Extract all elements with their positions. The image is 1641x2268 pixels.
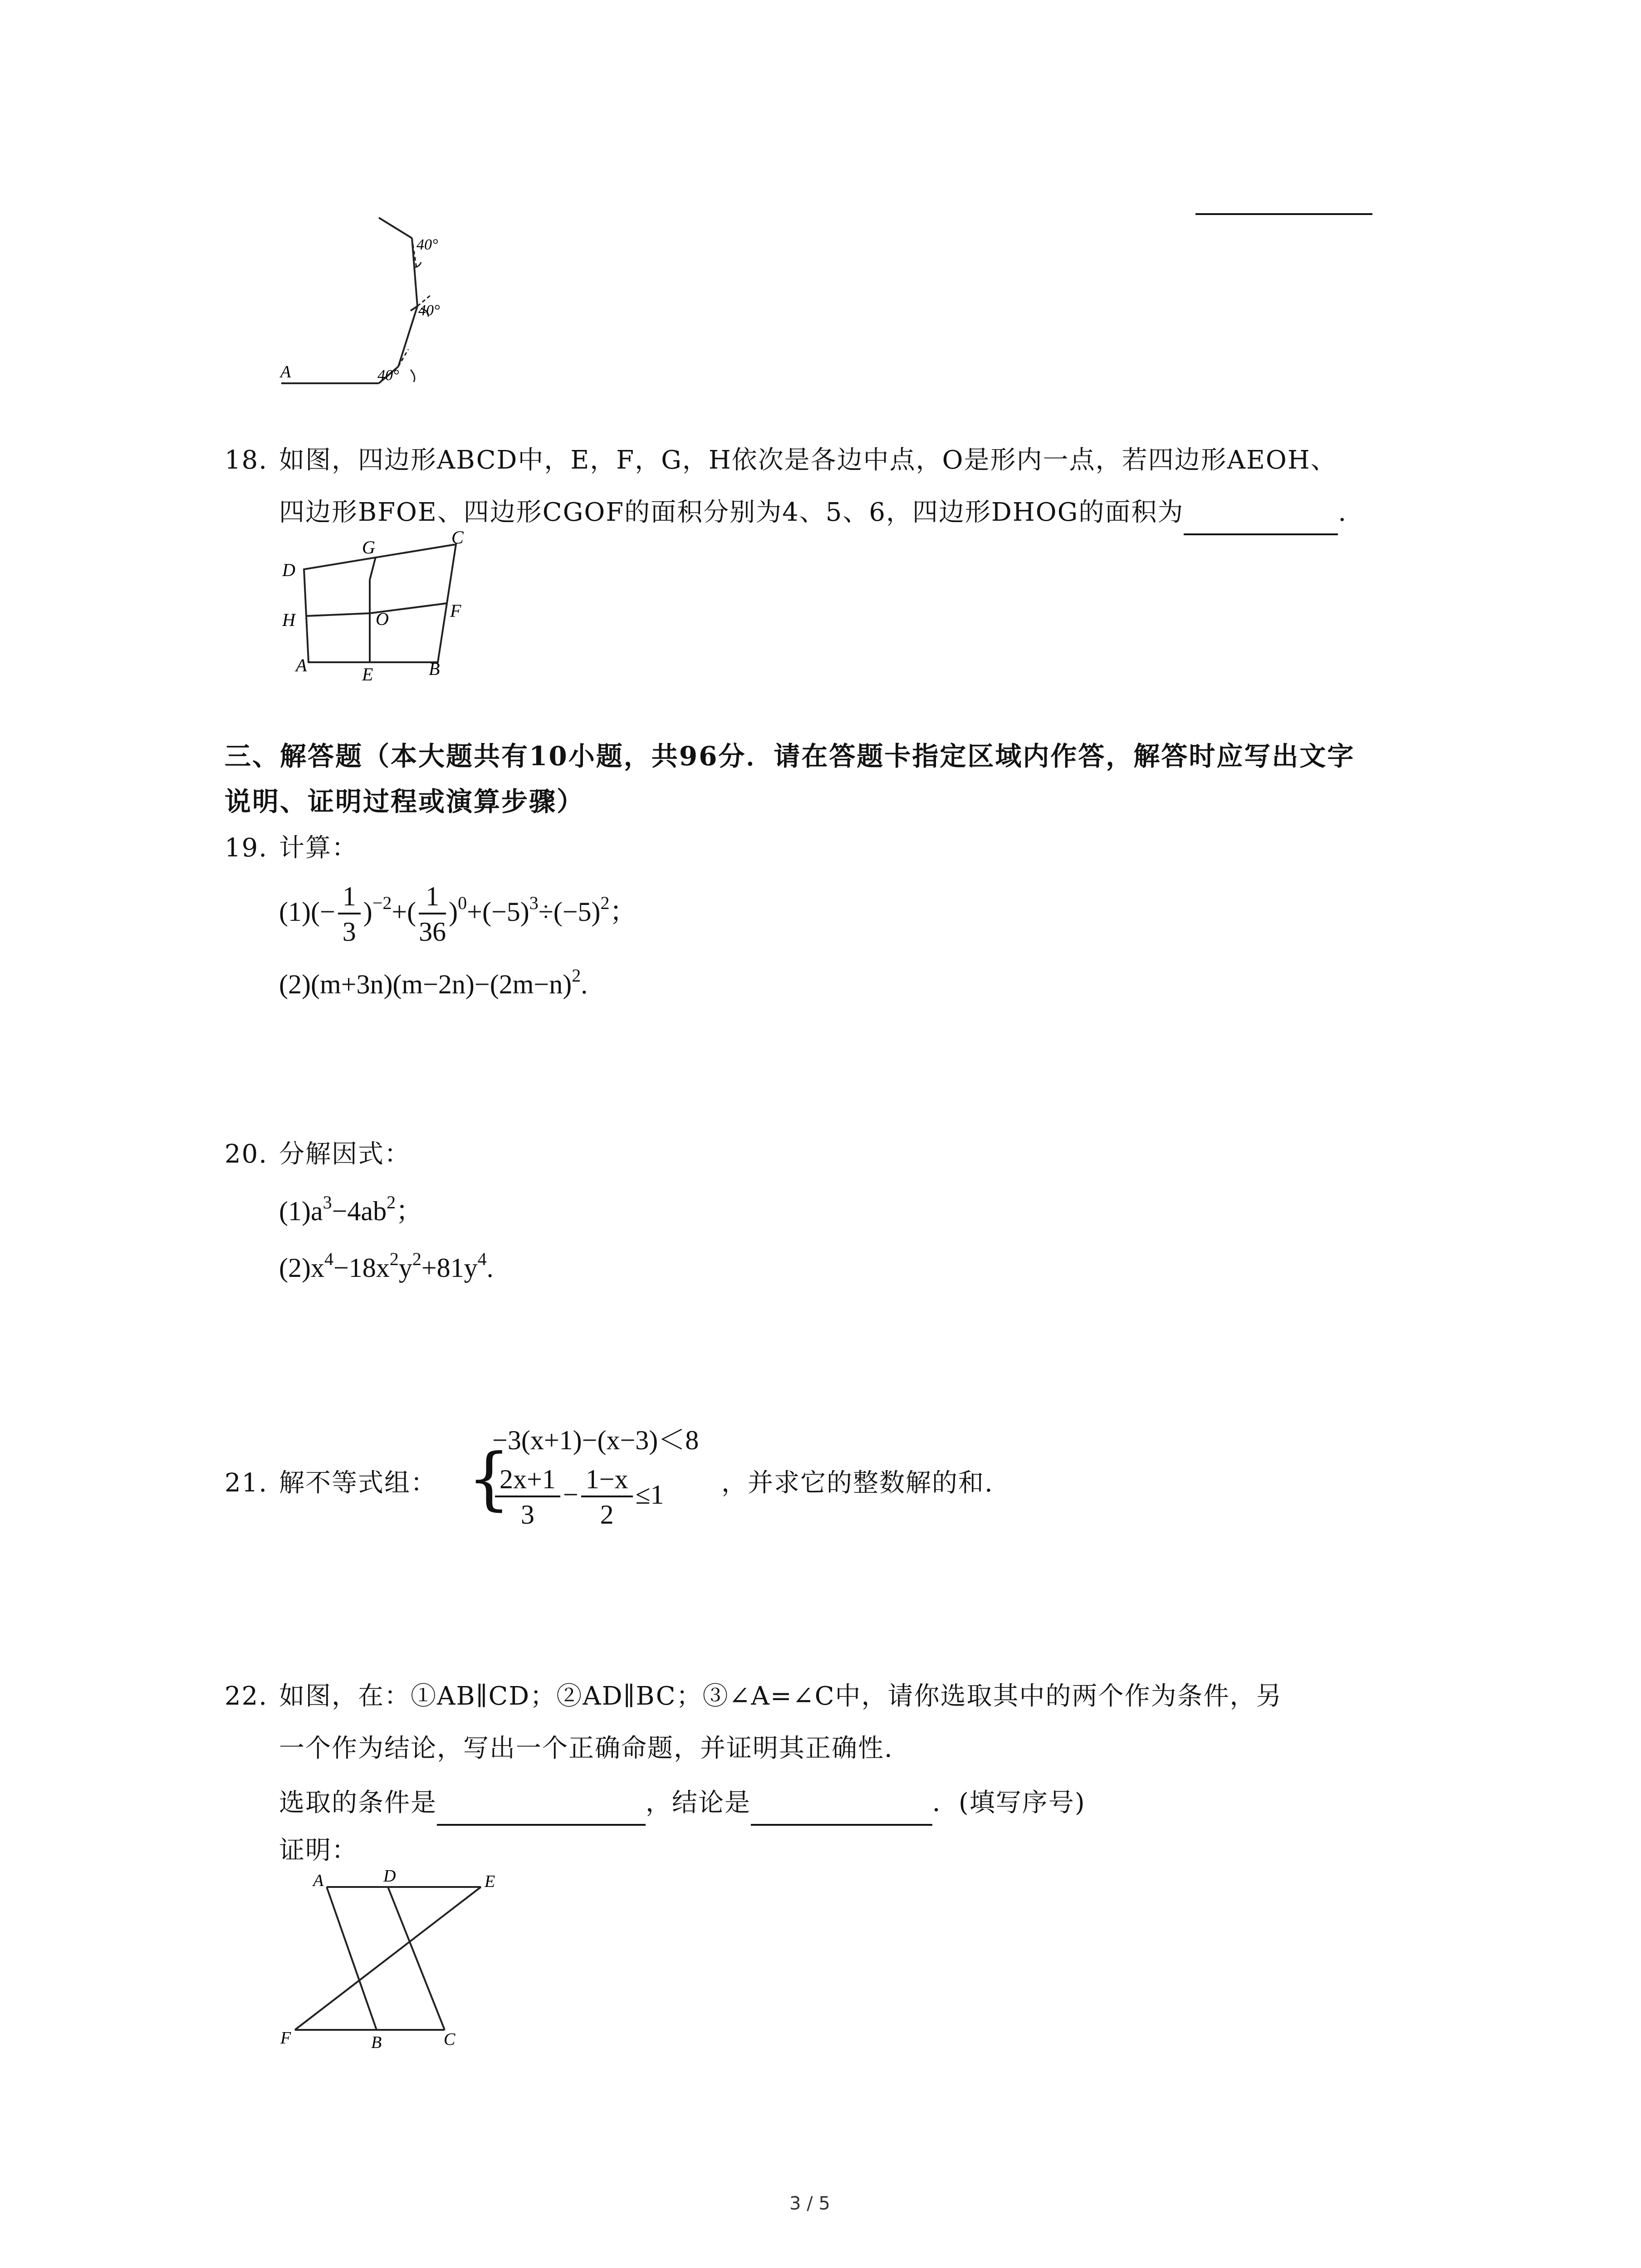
q22-number: 22.	[225, 1681, 268, 1711]
q18-line1: 如图，四边形ABCD中，E，F，G，H依次是各边中点，O是形内一点，若四边形AEOH、	[279, 445, 1337, 475]
q19-number: 19.	[225, 833, 268, 863]
q22-line1: 如图，在：①AB∥CD；②AD∥BC；③∠A=∠C中，请你选取其中的两个作为条件，另	[279, 1681, 1283, 1711]
q19-part1: (1)(− $\frac{1}{3}$ )$^{-2}$+( $\frac{1}{36}$ )$^0+(-5)^3\div(-5)^2$；	[279, 875, 637, 953]
q17-angle-label-2: 40°	[418, 302, 440, 319]
q18-label-d: D	[282, 560, 295, 580]
q18-label-c: C	[451, 531, 464, 547]
q22-line3: 选取的条件是 ，结论是 ．(填写序号)	[279, 1785, 1086, 1826]
q21-inequality-2: $\frac{2x+1}{3}$ − $\frac{1-x}{2}$ ≤1	[492, 1458, 664, 1532]
page-number: 3 / 5	[789, 2193, 830, 2214]
q22-label-c: C	[444, 2030, 456, 2049]
q17-angle-figure	[272, 213, 463, 395]
q17-point-a: A	[280, 362, 291, 381]
q22-proof-label: 证明：	[279, 1836, 358, 1865]
q22-label-e: E	[485, 1872, 495, 1891]
q18-line2-text: 四边形BFOE、四边形CGOF的面积分别为4、5、6，四边形DHOG的面积为	[279, 498, 1184, 527]
section-3-heading-line1: 三、解答题（本大题共有10小题，共96分．请在答题卡指定区域内作答，解答时应写出文字	[225, 741, 1355, 772]
q18-quadrilateral-figure	[272, 531, 490, 685]
q22-conclusion-blank[interactable]	[751, 1788, 932, 1826]
q22-condition-blank[interactable]	[437, 1788, 646, 1826]
q19-title: 计算：	[279, 833, 358, 863]
q20-title: 分解因式：	[279, 1139, 411, 1169]
q21-title: 解不等式组：	[279, 1468, 437, 1498]
q22-label-b: B	[371, 2033, 382, 2052]
q18-label-e: E	[362, 664, 373, 684]
q22-line2: 一个作为结论，写出一个正确命题，并证明其正确性.	[279, 1734, 893, 1763]
q18-label-h: H	[282, 610, 295, 630]
q18-label-f: F	[450, 601, 461, 621]
q20-part2: $(2)x^4-18x^2y^2+81y^4$.	[279, 1249, 494, 1283]
q18-line2-end: .	[1338, 498, 1347, 527]
q22-label-a: A	[313, 1871, 324, 1890]
q22-label-f: F	[280, 2028, 291, 2048]
q19-part2: $(2)(m+3n)(m-2n)-(2m-n)^2$.	[279, 965, 588, 999]
q21-brace: {	[467, 1439, 511, 1518]
q18-label-b: B	[429, 659, 440, 679]
q18-line2	[279, 494, 1347, 535]
q21-number: 21.	[225, 1468, 268, 1498]
q22-label-d: D	[383, 1867, 396, 1886]
q18-label-a: A	[296, 655, 307, 675]
section-3-heading-line2: 说明、证明过程或演算步骤）	[225, 786, 585, 817]
q22-parallelogram-figure	[268, 1864, 522, 2055]
q17-angle-label-1: 40°	[416, 236, 438, 253]
q18-label-g: G	[362, 537, 375, 557]
q18-number: 18.	[225, 445, 268, 475]
q21-tail: ，并求它的整数解的和.	[721, 1468, 994, 1498]
q20-number: 20.	[225, 1139, 268, 1169]
q20-part1: $(1)a^3-4ab^2$；	[279, 1192, 423, 1226]
q18-label-o: O	[376, 609, 389, 629]
q18-answer-blank[interactable]	[1184, 497, 1338, 535]
q21-inequality-1: −3(x+1)−(x−3)＜8	[492, 1425, 699, 1455]
answer-blank-q17[interactable]	[1195, 213, 1372, 215]
q17-angle-label-3: 40°	[377, 367, 399, 384]
